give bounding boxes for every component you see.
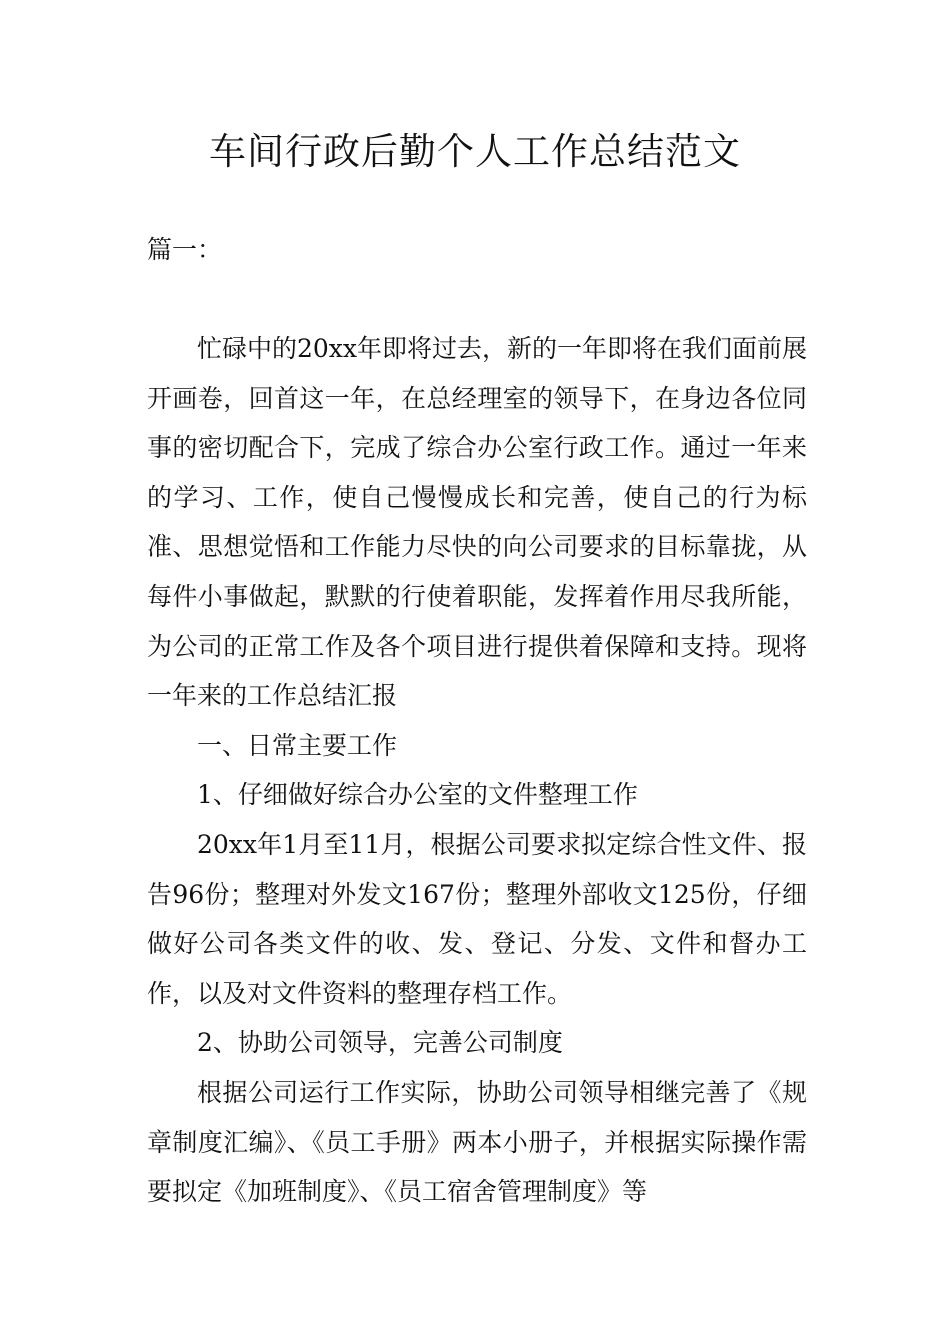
paragraph-company-rules: 根据公司运行工作实际，协助公司领导相继完善了《规章制度汇编》、《员工手册》两本小册子，并根据实际操作需要拟定《加班制度》、《员工宿舍管理制度》等: [147, 1077, 807, 1207]
document-title: 车间行政后勤个人工作总结范文: [209, 130, 741, 173]
section-label: 篇一：: [147, 235, 223, 264]
heading-daily-work: 一、日常主要工作: [197, 730, 398, 760]
subheading-company-rules: 2、协助公司领导，完善公司制度: [197, 1028, 563, 1058]
subheading-file-management: 1、仔细做好综合办公室的文件整理工作: [197, 780, 638, 810]
paragraph-file-statistics: 20xx年1月至11月，根据公司要求拟定综合性文件、报告96份；整理对外发文167份；整理外部收文125份，仔细做好公司各类文件的收、发、登记、分发、文件和督办工作，以及对文件资料的整理存档工作。: [147, 829, 807, 1008]
document-body: [147, 324, 807, 1217]
paragraph-intro: 忙碌中的20xx年即将过去，新的一年即将在我们面前展开画卷，回首这一年，在总经理室的领导下，在身边各位同事的密切配合下，完成了综合办公室行政工作。通过一年来的学习、工作，使自己慢慢成长和完善，使自己的行为标准、思想觉悟和工作能力尽快的向公司要求的目标靠拢，从每件小事做起，默默的行使着职能，发挥着作用尽我所能，为公司的正常工作及各个项目进行提供着保障和支持。现将一年来的工作总结汇报: [147, 334, 808, 711]
